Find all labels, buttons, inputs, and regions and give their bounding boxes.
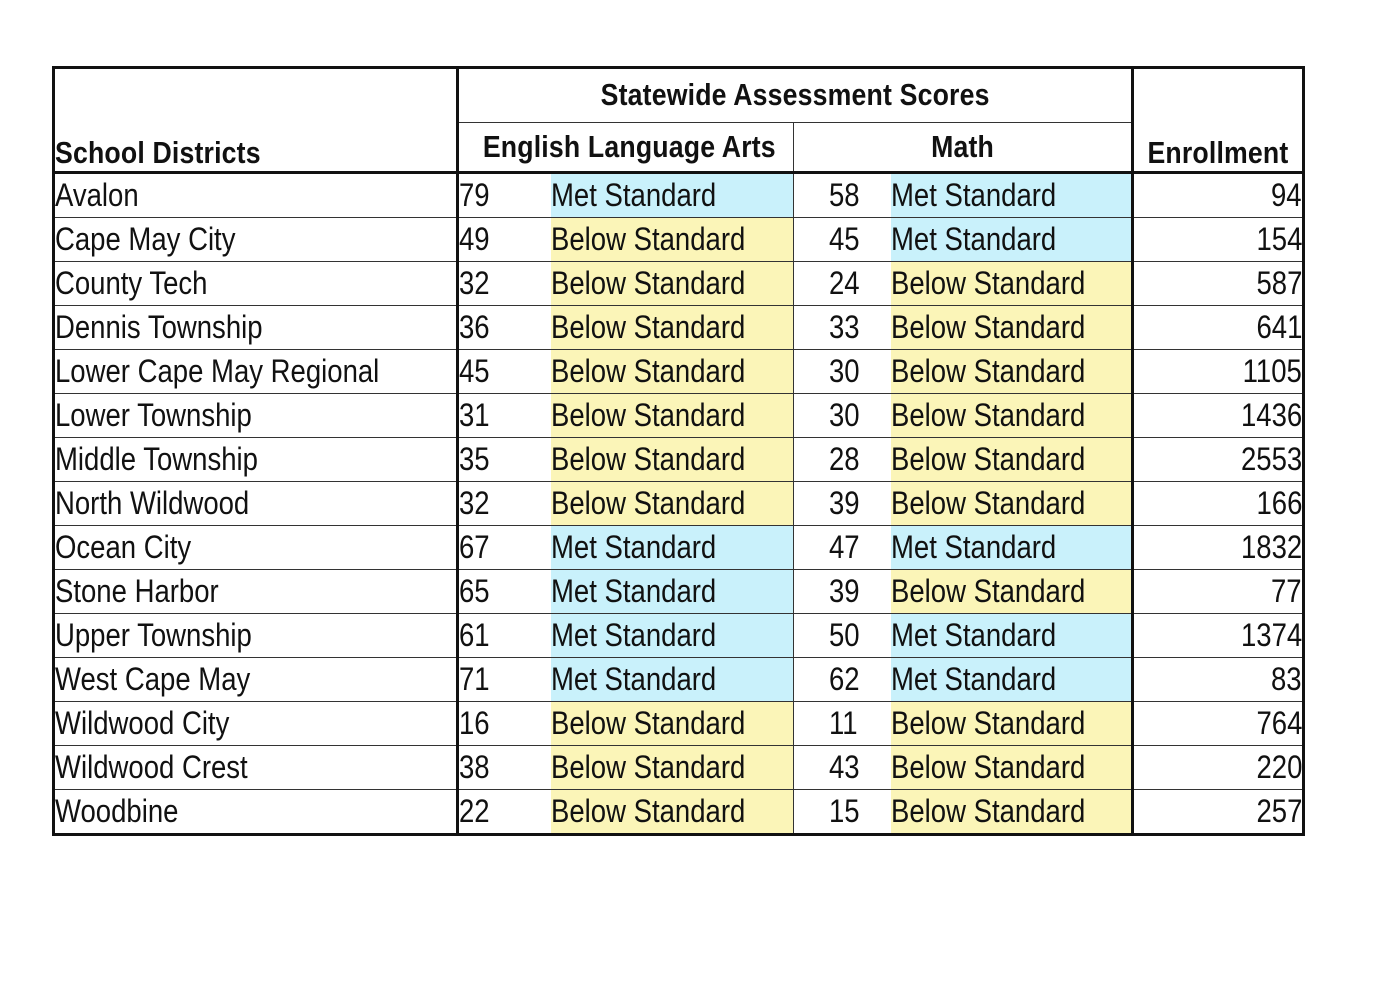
ela-score-cell: 71 — [458, 658, 551, 702]
header-enrollment: Enrollment — [1133, 68, 1304, 173]
math-score-cell: 33 — [794, 306, 891, 350]
math-score-cell: 62 — [794, 658, 891, 702]
math-status-cell: Below Standard — [891, 702, 1133, 746]
enrollment-cell: 166 — [1133, 482, 1304, 526]
ela-score-cell: 79 — [458, 173, 551, 218]
math-status-cell: Below Standard — [891, 746, 1133, 790]
district-name-cell: Lower Township — [54, 394, 458, 438]
district-name-cell: West Cape May — [54, 658, 458, 702]
math-score-cell: 28 — [794, 438, 891, 482]
math-status-cell: Below Standard — [891, 262, 1133, 306]
header-school-districts: School Districts — [54, 68, 458, 173]
enrollment-cell: 257 — [1256, 793, 1302, 829]
ela-score-cell: 67 — [458, 526, 551, 570]
ela-status-cell: Below Standard — [551, 790, 794, 835]
district-name-cell: Cape May City — [54, 218, 458, 262]
enrollment-cell: 1105 — [1133, 350, 1304, 394]
header-english-language-arts: English Language Arts — [458, 122, 794, 172]
enrollment-cell: 83 — [1133, 658, 1304, 702]
math-status-cell: Below Standard — [891, 438, 1133, 482]
enrollment-cell: 220 — [1133, 746, 1304, 790]
enrollment-cell: 1374 — [1133, 614, 1304, 658]
math-score-cell: 39 — [794, 570, 891, 614]
table-row — [54, 746, 1304, 790]
math-status-cell: Met Standard — [891, 658, 1133, 702]
ela-status-cell: Below Standard — [551, 262, 794, 306]
enrollment-cell: 94 — [1133, 173, 1304, 218]
ela-status-cell: Met Standard — [551, 658, 794, 702]
ela-score-cell: 49 — [458, 218, 551, 262]
district-name-cell: Upper Township — [54, 614, 458, 658]
ela-status-cell: Below Standard — [551, 482, 794, 526]
math-status-cell: Below Standard — [891, 306, 1133, 350]
table-row — [54, 262, 1304, 306]
enrollment-cell: 641 — [1133, 306, 1304, 350]
math-status-cell: Below Standard — [891, 790, 1133, 835]
ela-score-cell: 32 — [458, 262, 551, 306]
ela-status-cell: Below Standard — [551, 438, 794, 482]
table-row — [54, 350, 1304, 394]
math-score-cell: 43 — [794, 746, 891, 790]
table-row — [54, 482, 1304, 526]
ela-score-cell: 61 — [458, 614, 551, 658]
math-score-cell: 58 — [794, 173, 891, 218]
enrollment-cell: 154 — [1133, 218, 1304, 262]
ela-status-cell: Met Standard — [551, 570, 794, 614]
district-name-cell: Dennis Township — [54, 306, 458, 350]
district-name-cell: Wildwood Crest — [54, 746, 458, 790]
district-name-cell: Middle Township — [54, 438, 458, 482]
ela-score-cell: 31 — [458, 394, 551, 438]
enrollment-cell: 1436 — [1133, 394, 1304, 438]
ela-score-cell: 45 — [458, 350, 551, 394]
ela-score-cell: 38 — [458, 746, 551, 790]
ela-score-cell: 22 — [458, 790, 551, 835]
math-score-cell: 50 — [794, 614, 891, 658]
ela-status-cell: Below Standard — [551, 394, 794, 438]
header-math: Math — [794, 122, 1133, 172]
district-name-cell: Woodbine — [54, 790, 458, 835]
ela-status-cell: Below Standard — [551, 702, 794, 746]
math-status-cell: Met Standard — [891, 173, 1133, 218]
district-name-cell: Avalon — [54, 173, 458, 218]
header-statewide-assessment-scores: Statewide Assessment Scores — [458, 68, 1133, 123]
assessment-table-sheet — [52, 66, 1305, 836]
ela-status-cell: Below Standard — [551, 746, 794, 790]
math-score-cell: 30 — [794, 394, 891, 438]
math-status-cell: Met Standard — [891, 526, 1133, 570]
ela-score-cell: 35 — [458, 438, 551, 482]
district-name-cell: County Tech — [54, 262, 458, 306]
math-status-cell: Below Standard — [891, 394, 1133, 438]
math-score-cell: 39 — [794, 482, 891, 526]
ela-score-cell: 16 — [458, 702, 551, 746]
district-name-cell: North Wildwood — [54, 482, 458, 526]
enrollment-cell: 764 — [1133, 702, 1304, 746]
table-row — [54, 218, 1304, 262]
table-row — [54, 790, 1304, 835]
table-row — [54, 658, 1304, 702]
ela-score-cell: 65 — [458, 570, 551, 614]
table-row — [54, 394, 1304, 438]
ela-status-cell: Met Standard — [551, 526, 794, 570]
math-status-cell: Below Standard — [891, 482, 1133, 526]
ela-score-cell: 32 — [458, 482, 551, 526]
ela-score-cell: 36 — [458, 306, 551, 350]
math-status-cell: Below Standard — [891, 570, 1133, 614]
ela-status-cell: Met Standard — [551, 173, 794, 218]
enrollment-cell: 77 — [1133, 570, 1304, 614]
district-name-cell: Wildwood City — [54, 702, 458, 746]
table-row — [54, 614, 1304, 658]
math-status-cell: Below Standard — [891, 350, 1133, 394]
math-score-cell: 11 — [794, 702, 891, 746]
math-score-cell: 30 — [794, 350, 891, 394]
table-row — [54, 702, 1304, 746]
table-row — [54, 438, 1304, 482]
table-header — [54, 68, 1304, 173]
ela-status-cell: Below Standard — [551, 218, 794, 262]
math-score-cell: 45 — [794, 218, 891, 262]
enrollment-cell: 587 — [1133, 262, 1304, 306]
math-status-cell: Met Standard — [891, 614, 1133, 658]
ela-status-cell: Below Standard — [551, 306, 794, 350]
enrollment-cell: 2553 — [1133, 438, 1304, 482]
table-row — [54, 526, 1304, 570]
district-name-cell: Stone Harbor — [54, 570, 458, 614]
math-score-cell: 15 — [794, 790, 891, 835]
math-score-cell: 47 — [794, 526, 891, 570]
math-score-cell: 24 — [794, 262, 891, 306]
assessment-scores-table — [52, 66, 1305, 836]
enrollment-cell: 1832 — [1133, 526, 1304, 570]
table-body — [54, 173, 1304, 835]
district-name-cell: Lower Cape May Regional — [54, 350, 458, 394]
table-row — [54, 306, 1304, 350]
table-row — [54, 173, 1304, 218]
ela-status-cell: Below Standard — [551, 350, 794, 394]
math-status-cell: Met Standard — [891, 218, 1133, 262]
ela-status-cell: Met Standard — [551, 614, 794, 658]
table-row — [54, 570, 1304, 614]
district-name-cell: Ocean City — [54, 526, 458, 570]
